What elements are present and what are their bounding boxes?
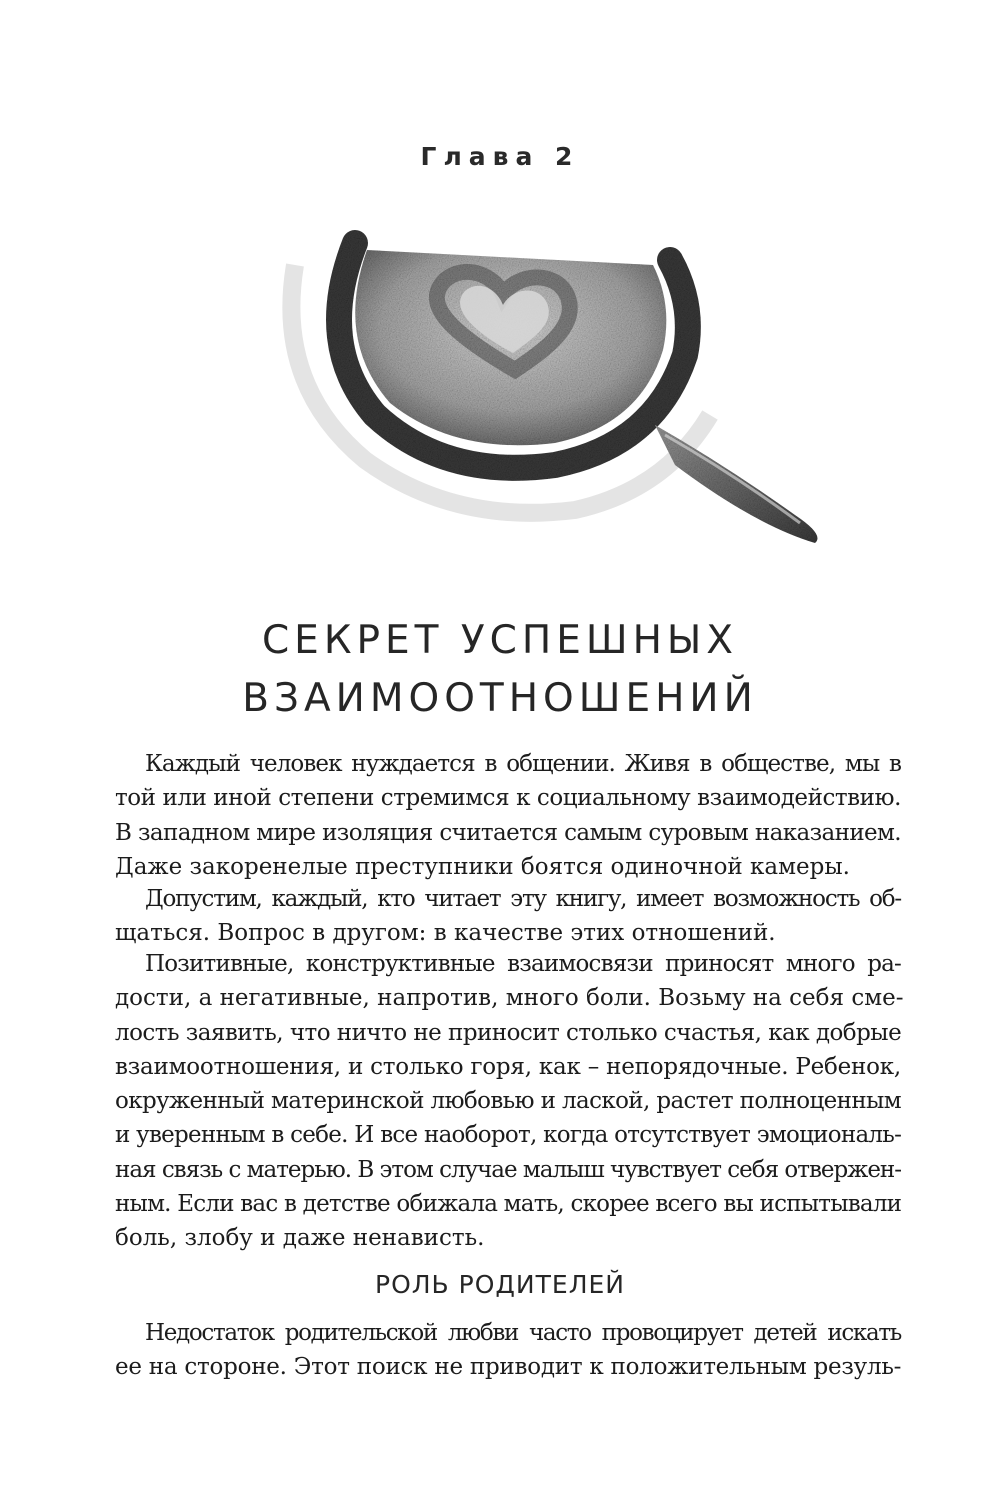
- text-line: ная связь с матерью. В этом случае малыш чувствует себя отвержен-: [115, 1156, 901, 1183]
- text-line: В западном мире изоляция считается самым суровым наказанием.: [115, 819, 901, 846]
- text-line: и уверенным в себе. И все наоборот, когда отсутствует эмоциональ-: [115, 1122, 902, 1149]
- text-line: дости, а негативные, напротив, много боли. Возьму на себя сме-: [115, 985, 904, 1012]
- text-line: взаимоотношения, и столько горя, как – непорядочные. Ребенок,: [115, 1053, 901, 1080]
- text-line: той или иной степени стремимся к социальному взаимодействию.: [115, 785, 901, 812]
- text-line: боль, злобу и даже ненависть.: [115, 1225, 485, 1252]
- coffee-cup-heart-icon: [255, 225, 855, 555]
- text-line: Недостаток родительской любви часто провоцирует детей искать: [145, 1320, 901, 1346]
- text-line: окруженный материнской любовью и лаской, растет полноценным: [115, 1088, 901, 1115]
- chapter-title-line-2: ВЗАИМООТНОШЕНИЙ: [242, 676, 758, 721]
- paragraph-4: [115, 1316, 901, 1385]
- chapter-label: Глава 2: [420, 142, 580, 171]
- text-line: Допустим, каждый, кто читает эту книгу, имеет возможность об-: [145, 886, 901, 912]
- paragraph-3: [115, 947, 904, 1256]
- text-line: лость заявить, что ничто не приносит столько счастья, как добрые: [115, 1019, 902, 1046]
- text-line: Позитивные, конструктивные взаимосвязи приносят много ра-: [145, 951, 901, 977]
- section-heading: РОЛЬ РОДИТЕЛЕЙ: [375, 1270, 625, 1299]
- paragraph-2: [115, 882, 901, 951]
- text-line: Даже закоренелые преступники боятся одиночной камеры.: [115, 853, 850, 880]
- chapter-title-line-1: СЕКРЕТ УСПЕШНЫХ: [261, 618, 739, 663]
- text-line: ее на стороне. Этот поиск не приводит к положительным резуль-: [115, 1354, 902, 1381]
- paragraph-1: [115, 747, 901, 884]
- text-line: Каждый человек нуждается в общении. Живя в обществе, мы в: [145, 751, 901, 777]
- chapter-title: [0, 612, 1000, 728]
- text-line: ным. Если вас в детстве обижала мать, скорее всего вы испытывали: [115, 1191, 902, 1218]
- text-line: щаться. Вопрос в другом: в качестве этих отношений.: [115, 920, 776, 947]
